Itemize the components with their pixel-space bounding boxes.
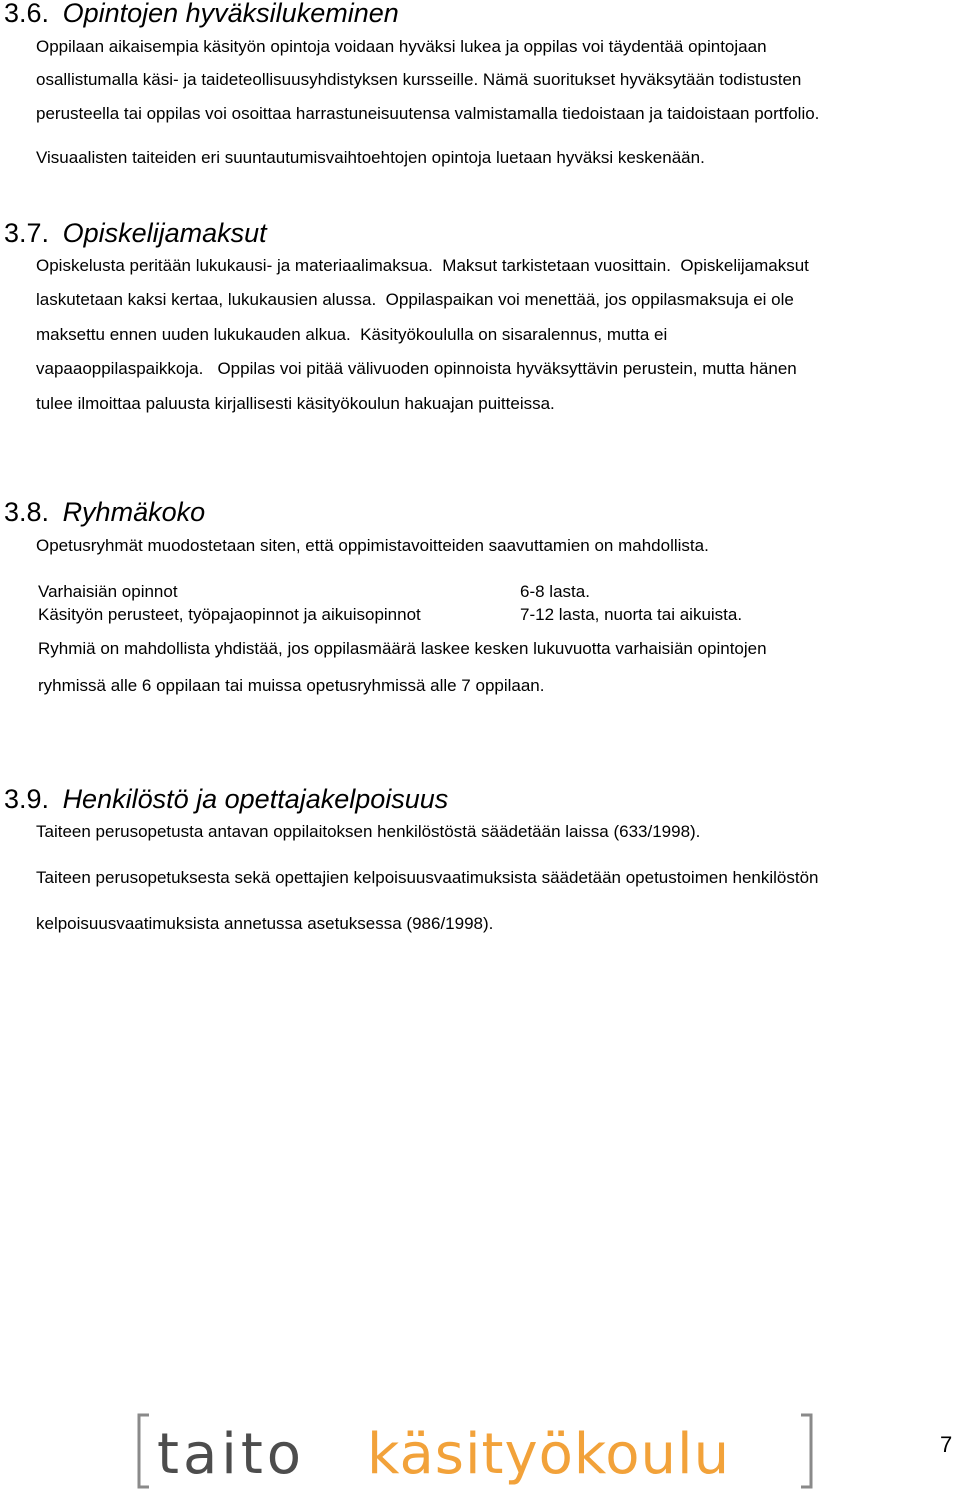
- heading-title: Henkilöstö ja opettajakelpoisuus: [62, 784, 449, 814]
- logo-bracket-right: [801, 1415, 811, 1487]
- paragraph-line: laskutetaan kaksi kertaa, lukukausien alussa. Oppilaspaikan voi menettää, jos oppilasmaksuja ei ole: [36, 290, 794, 309]
- paragraph-line: tulee ilmoittaa paluusta kirjallisesti käsityökoulun hakuajan puitteissa.: [36, 394, 555, 413]
- paragraph-line: Oppilaan aikaisempia käsityön opintoja voidaan hyväksi lukea ja oppilas voi täydentää opintojaan: [36, 37, 767, 56]
- paragraph-line: Opetusryhmät muodostetaan siten, että oppimistavoitteiden saavuttamien on mahdollista.: [36, 536, 709, 555]
- heading-number: 3.6.: [4, 0, 50, 28]
- heading-title: Opiskelijamaksut: [62, 218, 267, 248]
- logo-bracket-left: [139, 1415, 149, 1487]
- heading-number: 3.9.: [4, 784, 50, 814]
- group-size-label: Käsityön perusteet, työpajaopinnot ja aikuisopinnot: [38, 605, 421, 624]
- heading-3-7: [4, 218, 267, 249]
- taito-kasityokoulu-logo: [135, 1405, 815, 1495]
- heading-title: Ryhmäkoko: [62, 497, 206, 527]
- paragraph-line: Ryhmiä on mahdollista yhdistää, jos oppilasmäärä laskee kesken lukuvuotta varhaisiän opintojen: [38, 639, 767, 658]
- paragraph-line: kelpoisuusvaatimuksista annetussa asetuksessa (986/1998).: [36, 914, 494, 933]
- paragraph-line: maksettu ennen uuden lukukauden alkua. Käsityökoululla on sisaralennus, mutta ei: [36, 325, 668, 344]
- group-size-value: 6-8 lasta.: [520, 582, 590, 601]
- group-size-value: 7-12 lasta, nuorta tai aikuista.: [520, 605, 743, 624]
- heading-title: Opintojen hyväksilukeminen: [62, 0, 399, 28]
- logo-word-kasityokoulu: käsityökoulu: [367, 1422, 731, 1487]
- paragraph-line: osallistumalla käsi- ja taideteollisuusyhdistyksen kursseille. Nämä suoritukset hyväksytään todistusten: [36, 70, 802, 89]
- heading-number: 3.7.: [4, 218, 50, 248]
- paragraph-line: vapaaoppilaspaikkoja. Oppilas voi pitää välivuoden opinnoista hyväksyttävin perustein, mutta hänen: [36, 359, 797, 378]
- paragraph-line: Opiskelusta peritään lukukausi- ja materiaalimaksua. Maksut tarkistetaan vuosittain. Opiskelijamaksut: [36, 256, 809, 275]
- heading-3-9: [4, 784, 448, 815]
- heading-3-6: [4, 0, 399, 29]
- group-size-label: Varhaisiän opinnot: [38, 582, 178, 601]
- heading-3-8: [4, 497, 205, 528]
- paragraph-line: ryhmissä alle 6 oppilaan tai muissa opetusryhmissä alle 7 oppilaan.: [38, 676, 545, 695]
- paragraph-line: Taiteen perusopetusta antavan oppilaitoksen henkilöstöstä säädetään laissa (633/1998).: [36, 822, 701, 841]
- heading-number: 3.8.: [4, 497, 50, 527]
- logo-word-taito: taito: [157, 1422, 306, 1487]
- paragraph-line: perusteella tai oppilas voi osoittaa harrastuneisuutensa valmistamalla tiedoistaan ja taidoistaan portfolio.: [36, 104, 820, 123]
- page-number: 7: [940, 1432, 953, 1457]
- paragraph-line: Visuaalisten taiteiden eri suuntautumisvaihtoehtojen opintoja luetaan hyväksi keskenään.: [36, 148, 705, 167]
- paragraph-line: Taiteen perusopetuksesta sekä opettajien kelpoisuusvaatimuksista säädetään opetustoimen henkilöstön: [36, 868, 819, 887]
